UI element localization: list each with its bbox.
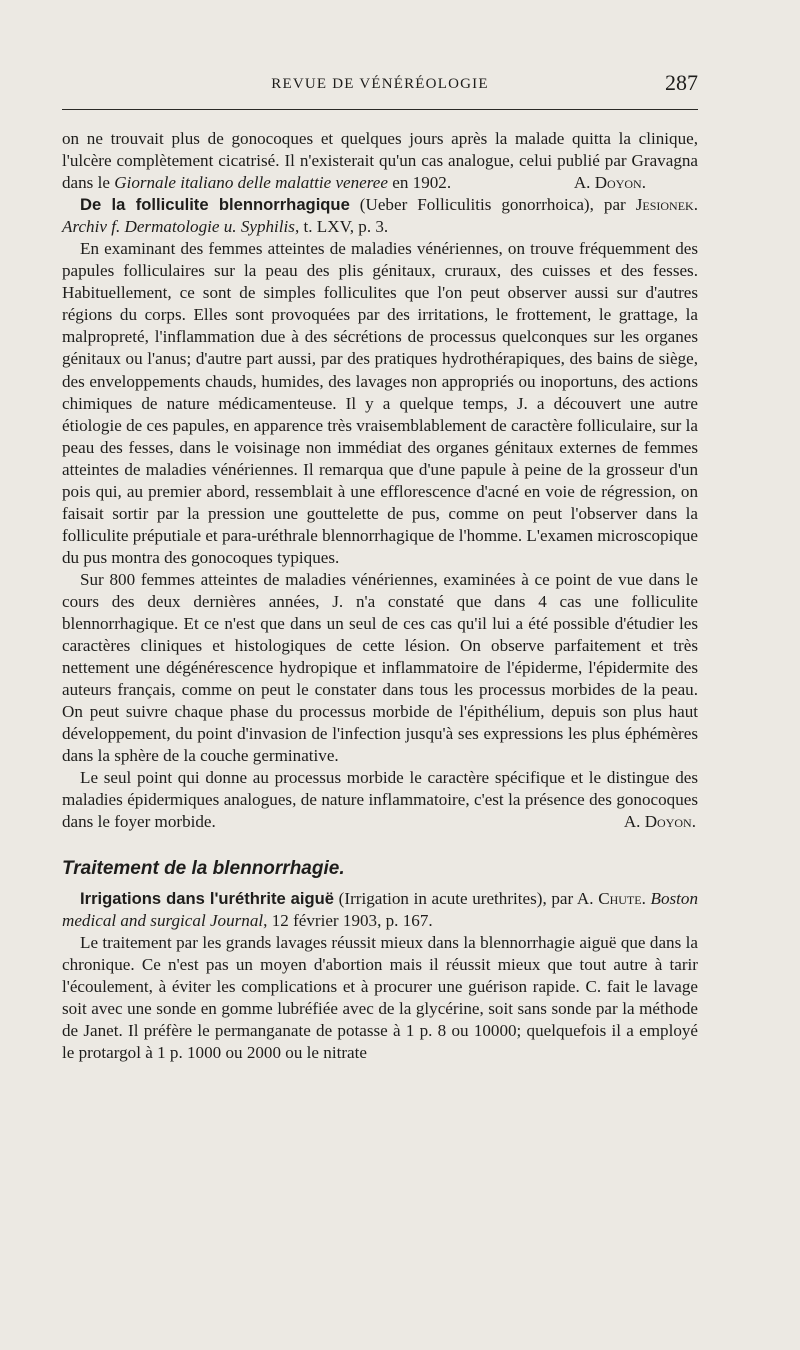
- paragraph-text: en 1902.: [387, 173, 452, 193]
- page-header: [62, 72, 698, 104]
- paragraph-text: Le seul point qui donne au processus morbide le caractère spécifique et le distingue des maladies épidermiques analogues, de nature inflammatoire, c'est la présence des gonocoques dans le foyer morbide.: [62, 768, 698, 832]
- running-title: REVUE DE VÉNÉRÉOLOGIE: [271, 76, 489, 92]
- paragraph: [62, 767, 698, 833]
- journal-reference: , t. LXV, p. 3.: [294, 217, 389, 237]
- header-rule: [62, 109, 698, 110]
- journal-title: Archiv f. Dermatologie u. Syphilis: [62, 217, 295, 237]
- article-heading: [62, 888, 698, 932]
- author-signature: A. Doyon.: [623, 812, 696, 832]
- journal-title: Giornale italiano delle malattie veneree: [114, 173, 388, 193]
- journal-reference: , 12 février 1903, p. 167.: [263, 910, 433, 930]
- paragraph-text: on ne trouvait plus de gonocoques et quelques jours après la malade quitta la clinique, l'ulcère complètement cicatrisé. Il n'existerait qu'un cas analogue, celui publié par Gravagna dans le: [62, 129, 698, 193]
- paragraph-continued: [62, 128, 698, 194]
- separator: .: [693, 195, 698, 215]
- paragraph: Sur 800 femmes atteintes de maladies vénériennes, examinées à ce point de vue dans le cours des deux dernières années, J. n'a constaté que dans 4 cas une folliculite blennorrhagique. Et ce n'est que dans un seul de ces cas qu'il lui a été possible d'étudier les caractères cliniques et histologiques de cette lésion. On observe parfaitement et très nettement une dégénérescence hydropique et inflammatoire de l'épiderme, l'épidermite des auteurs français, comme on peut le constater dans tous les processus morbides de la peau. On peut suivre chaque phase du processus morbide de l'épithélium, depuis son plus haut développement, du point d'invasion de l'infection jusqu'à ses expressions les plus éphémères dans la sphère de la couche germinative.: [62, 569, 698, 766]
- article-body: [62, 128, 698, 1064]
- article-title: De la folliculite blennorrhagique: [80, 195, 350, 215]
- article-subtitle: (Ueber Folliculitis gonorrhoica), par: [349, 195, 636, 215]
- page-number: 287: [665, 70, 698, 95]
- article-author: Chute: [598, 888, 642, 908]
- article-author: Jesionek: [635, 195, 694, 215]
- paragraph: Le traitement par les grands lavages réussit mieux dans la blennorrhagie aiguë que dans la chronique. Ce n'est pas un moyen d'abortion mais il réussit mieux que tout autre à tarir l'écoulement, à éviter les complications et à procurer une guérison rapide. C. fait le lavage soit avec une sonde en gomme lubréfiée avec de la glycérine, soit sans sonde par la méthode de Janet. Il préfère le permanganate de potasse à 1 p. 8 ou 10000; quelquefois il a employé le protargol à 1 p. 1000 ou 2000 ou le nitrate: [62, 932, 698, 1062]
- article-title: Irrigations dans l'uréthrite aiguë: [80, 888, 335, 908]
- separator: .: [641, 888, 651, 908]
- article-heading: [62, 194, 698, 238]
- author-signature: A. Doyon.: [573, 173, 646, 193]
- article-subtitle: (Irrigation in acute urethrites), par A.: [334, 888, 599, 908]
- journal-title: Boston medical and surgical Journal: [62, 888, 698, 930]
- section-title: Traitement de la blennorrhagie.: [62, 857, 345, 879]
- paragraph: En examinant des femmes atteintes de maladies vénériennes, on trouve fréquemment des papules folliculaires sur la peau des plis génitaux, cruraux, des cuisses et des fesses. Habituellement, ce sont de simples folliculites que l'on peut observer aussi sur d'autres régions du corps. Elles sont provoquées par des irritations, le frottement, le grattage, la malpropreté, l'inflammation due à des sécrétions de processus quelconques sur les organes génitaux ou l'anus; d'autre part aussi, par des pratiques hydrothérapiques, des bains de siège, des enveloppements chauds, humides, des lavages non appropriés ou inoportuns, des actions chimiques de nature médicamenteuse. Il y a quelque temps, J. a découvert une autre étiologie de ces papules, en apparence très vraisemblablement de caractère folliculaire, sur la peau des fesses, dans le voisinage non immédiat des organes génitaux externes de femmes atteintes de maladies vénériennes. Il remarqua que d'une papule à peine de la grosseur d'un pois qui, au premier abord, ressemblait à une efflorescence d'acné en voie de régression, on faisait sortir par la pression une gouttelette de pus, comme on peut l'observer dans la folliculite préputiale et para-uréthrale blennorrhagique de l'homme. L'examen microscopique du pus montra des gonocoques typiques.: [62, 239, 698, 567]
